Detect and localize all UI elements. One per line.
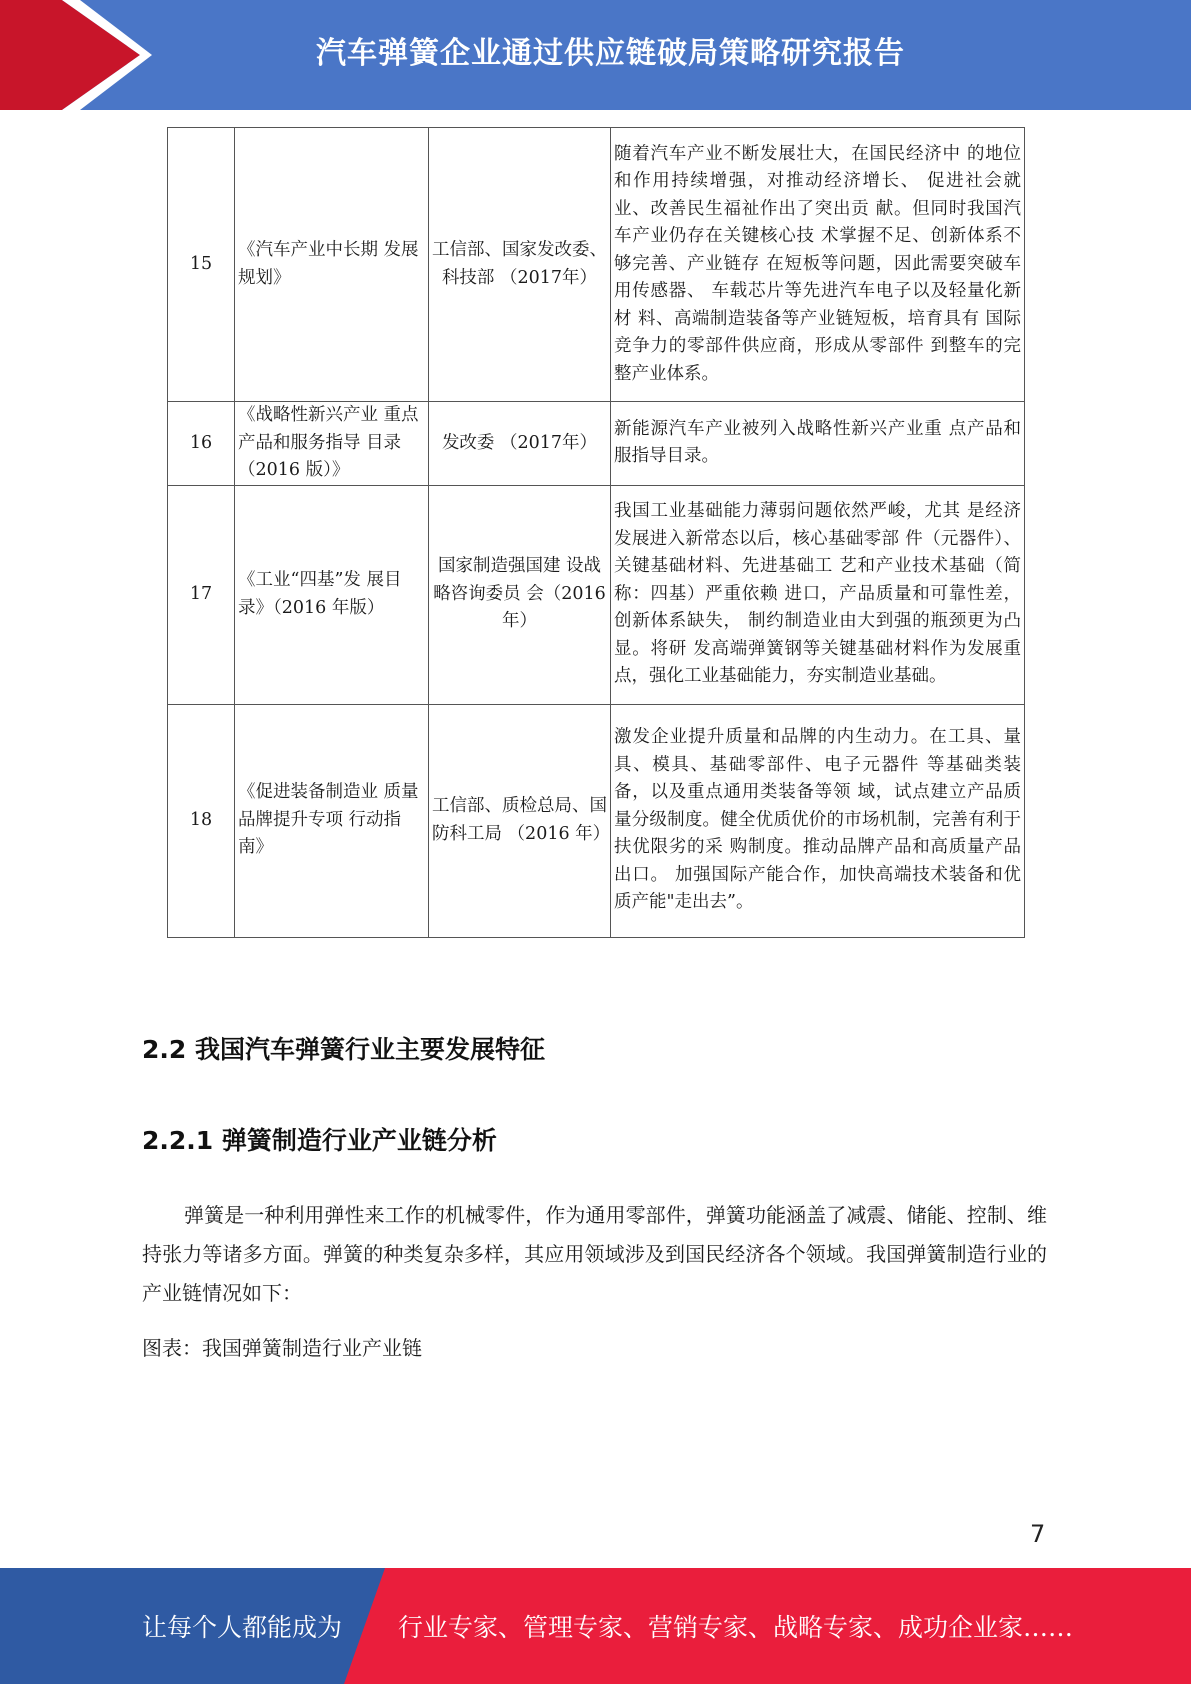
section-heading: 2.2 我国汽车弹簧行业主要发展特征: [142, 1035, 545, 1064]
row-number: 16: [168, 402, 235, 486]
row-number: 15: [168, 128, 235, 402]
figure-caption: 图表：我国弹簧制造行业产业链: [142, 1336, 422, 1360]
report-footer: [0, 1568, 1191, 1684]
report-title: 汽车弹簧企业通过供应链破局策略研究报告: [316, 36, 905, 71]
body-paragraph: 弹簧是一种利用弹性来工作的机械零件，作为通用零部件，弹簧功能涵盖了减震、储能、控制、维持张力等诸多方面。弹簧的种类复杂多样，其应用领域涉及到国民经济各个领域。我国弹簧制造行业的产业链情况如下：: [142, 1203, 1047, 1305]
policy-table: [167, 127, 1025, 938]
table-row: [168, 128, 1025, 402]
issuing-authority: 发改委 （2017年）: [429, 402, 611, 486]
row-number: 18: [168, 704, 235, 937]
policy-document: 《促进装备制造业 质量品牌提升专项 行动指南》: [235, 704, 429, 937]
policy-description: 激发企业提升质量和品牌的内生动力。在工具、量具、模具、基础零部件、电子元器件 等基础类装备，以及重点通用类装备等领 域，试点建立产品质量分级制度。健全优质优价的市场机制，完善有利于扶优限劣的采 购制度。推动品牌产品和高质量产品出口。 加强国际产能合作，加快高端技术装备和优 质产能"走出去”。: [611, 704, 1025, 937]
report-header: [0, 0, 1191, 110]
footer-slogan-right: 行业专家、管理专家、营销专家、战略专家、成功企业家……: [398, 1613, 1074, 1642]
issuing-authority: 工信部、国家发改委、科技部 （2017年）: [429, 128, 611, 402]
page-number: 7: [1030, 1520, 1046, 1548]
footer-slogan-left: 让每个人都能成为: [142, 1613, 343, 1642]
policy-description: 我国工业基础能力薄弱问题依然严峻，尤其 是经济发展进入新常态以后，核心基础零部 件（元器件）、关键基础材料、先进基础工 艺和产业技术基础（简称：四基）严重依赖 进口，产品质量和可靠性差，创新体系缺失， 制约制造业由大到强的瓶颈更为凸显。将研 发高端弹簧钢等关键基础材料作为发展重 点，强化工业基础能力，夯实制造业基础。: [611, 485, 1025, 704]
table-row: [168, 485, 1025, 704]
policy-document: 《汽车产业中长期 发展规划》: [235, 128, 429, 402]
policy-document: 《工业“四基”发 展目录》（2016 年版）: [235, 485, 429, 704]
issuing-authority: 国家制造强国建 设战略咨询委员 会（2016 年）: [429, 485, 611, 704]
table-row: [168, 402, 1025, 486]
row-number: 17: [168, 485, 235, 704]
table-row: [168, 704, 1025, 937]
policy-description: 新能源汽车产业被列入战略性新兴产业重 点产品和服指导目录。: [611, 402, 1025, 486]
issuing-authority: 工信部、质检总局、国防科工局 （2016 年）: [429, 704, 611, 937]
policy-document: 《战略性新兴产业 重点产品和服务指导 目录（2016 版）》: [235, 402, 429, 486]
subsection-heading: 2.2.1 弹簧制造行业产业链分析: [142, 1126, 497, 1155]
policy-description: 随着汽车产业不断发展壮大，在国民经济中 的地位和作用持续增强，对推动经济增长、 促进社会就业、改善民生福祉作出了突出贡 献。但同时我国汽车产业仍存在关键核心技 术掌握不足、创新体系不够完善、产业链存 在短板等问题，因此需要突破车用传感器、 车载芯片等先进汽车电子以及轻量化新材 料、高端制造装备等产业链短板，培育具有 国际竞争力的零部件供应商，形成从零部件 到整车的完整产业体系。: [611, 128, 1025, 402]
